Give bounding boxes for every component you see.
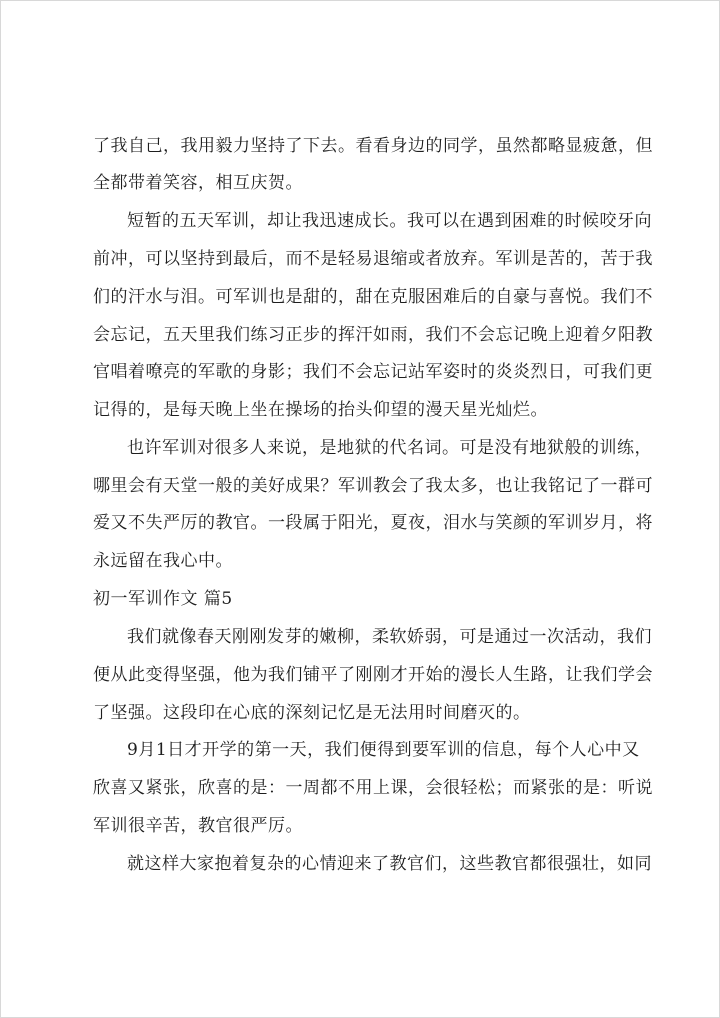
paragraph-line: 哪里会有天堂一般的美好成果？军训教会了我太多，也让我铭记了一群可 — [93, 476, 653, 496]
paragraph-line: 了坚强。这段印在心底的深刻记忆是无法用时间磨灭的。 — [93, 703, 531, 723]
paragraph-line: 军训很辛苦，教官很严厉。 — [93, 816, 303, 836]
paragraph-line: 我们就像春天刚刚发芽的嫩柳，柔软娇弱，可是通过一次活动，我们 — [127, 627, 652, 647]
paragraph-line: 们的汗水与泪。可军训也是甜的，甜在克服困难后的自豪与喜悦。我们不 — [93, 287, 653, 307]
paragraph-line: 便从此变得坚强，他为我们铺平了刚刚才开始的漫长人生路，让我们学会 — [93, 665, 653, 685]
section-heading: 初一军训作文 篇5 — [93, 589, 233, 609]
paragraph-line: 就这样大家抱着复杂的心情迎来了教官们，这些教官都很强壮，如同 — [127, 854, 652, 874]
paragraph-line: 短暂的五天军训，却让我迅速成长。我可以在遇到困难的时候咬牙向 — [127, 211, 652, 231]
paragraph-line: 欣喜又紧张，欣喜的是：一周都不用上课，会很轻松；而紧张的是：听说 — [93, 778, 653, 798]
paragraph-line: 全都带着笑容，相互庆贺。 — [93, 173, 303, 193]
paragraph-line: 记得的，是每天晚上坐在操场的抬头仰望的漫天星光灿烂。 — [93, 400, 548, 420]
paragraph-line: 9月1日才开学的第一天，我们便得到要军训的信息，每个人心中又 — [127, 740, 640, 760]
paragraph-line: 前冲，可以坚持到最后，而不是轻易退缩或者放弃。军训是苦的，苦于我 — [93, 249, 653, 269]
paragraph-line: 爱又不失严厉的教官。一段属于阳光，夏夜，泪水与笑颜的军训岁月，将 — [93, 513, 653, 533]
paragraph-line: 了我自己，我用毅力坚持了下去。看看身边的同学，虽然都略显疲惫，但 — [93, 136, 653, 156]
paragraph-line: 也许军训对很多人来说，是地狱的代名词。可是没有地狱般的训练， — [127, 438, 652, 458]
paragraph-line: 永远留在我心中。 — [93, 551, 233, 571]
paragraph-line: 官唱着嘹亮的军歌的身影；我们不会忘记站军姿时的炎炎烈日，可我们更 — [93, 362, 653, 382]
paragraph-line: 会忘记，五天里我们练习正步的挥汗如雨，我们不会忘记晚上迎着夕阳教 — [93, 325, 653, 345]
